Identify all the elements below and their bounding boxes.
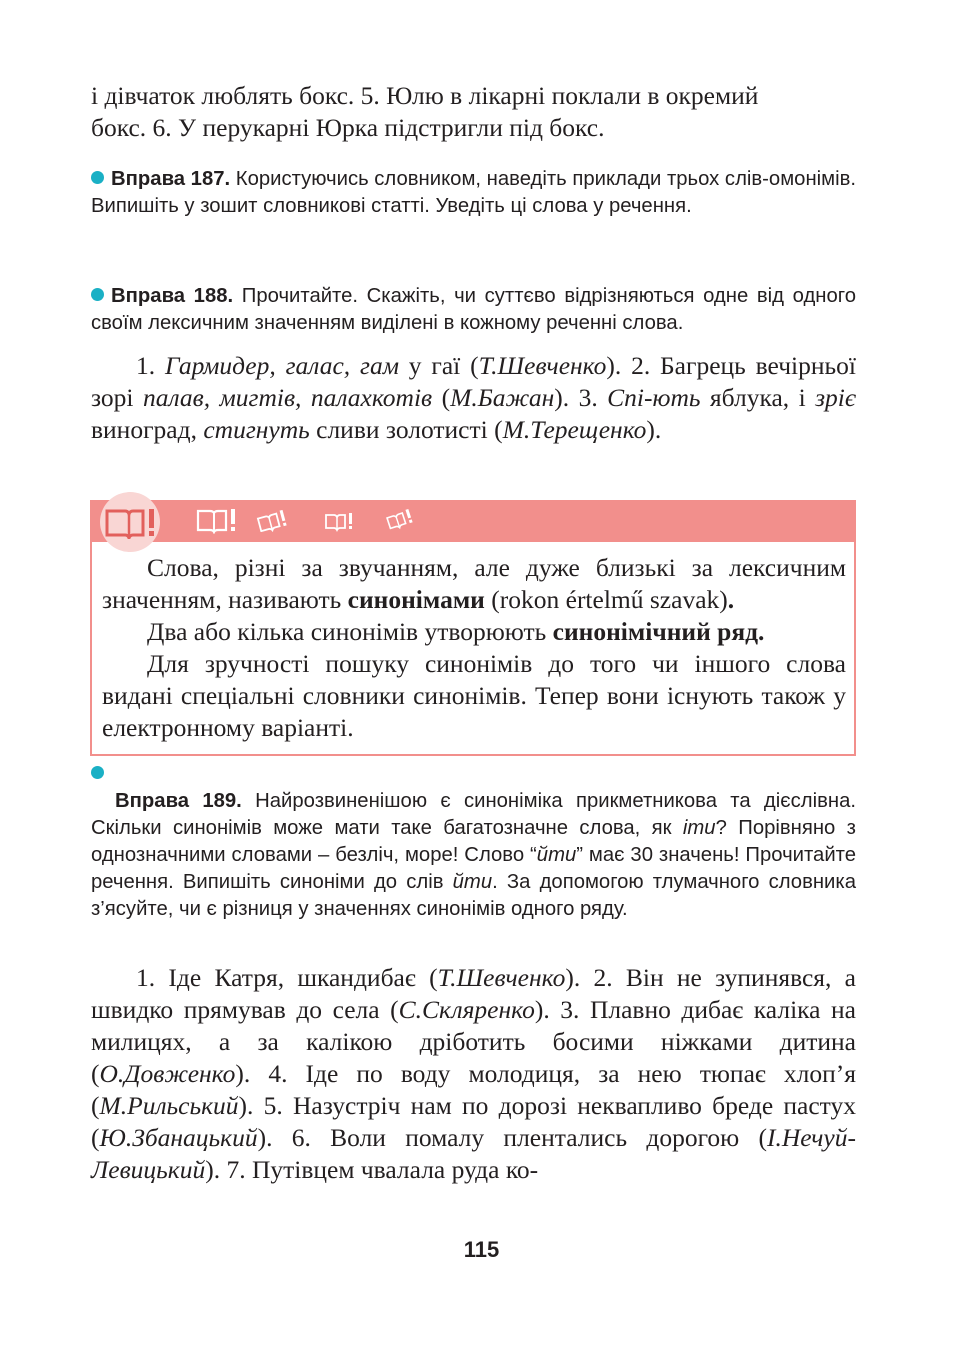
highlighted-words: палав, мигтів, палахкотів	[142, 383, 433, 412]
rule-header-scallop	[92, 536, 854, 548]
highlighted-word: йти	[452, 871, 493, 893]
highlighted-word: йти	[536, 844, 577, 866]
bullet-dot-icon	[91, 766, 104, 779]
rule-text-part: .	[727, 585, 735, 614]
top-line-1: і дівчаток люблять бокс. 5. Юлю в лікарні поклали в окремий	[91, 81, 759, 110]
exercise-189-text: . За допомогою тлумачного словника з’ясуйте, чи є різниця у значеннях синонімів одного ряду.	[91, 871, 856, 920]
exercise-188-text: Прочитайте. Скажіть, чи суттєво відрізняються одне від одного своїм лексичним значенням виділені в кожному реченні слова.	[91, 285, 856, 334]
sentence-text: сливи золотисті (	[309, 415, 503, 444]
sentence-text: ). 3.	[554, 383, 608, 412]
sentence-text: ). 3. Плавно дибає каліка на милицях, а за калікою дріботить босими ніжками дитина (	[91, 995, 856, 1088]
author-name: М.Терещенко	[502, 415, 647, 444]
highlighted-words: Спі-ють	[607, 383, 701, 412]
exercise-189-label: Вправа 189.	[115, 790, 242, 812]
book-exclaim-icon	[103, 505, 159, 539]
book-exclaim-icon	[385, 508, 415, 530]
sentence-text: виноград,	[91, 415, 204, 444]
sentence-text: ). 7. Путівцем чвалала руда ко-	[205, 1155, 539, 1184]
rule-paragraph-2	[102, 616, 846, 648]
highlighted-words: Гармидер, галас, гам	[164, 351, 399, 380]
highlighted-word: іти	[682, 817, 716, 839]
page-number: 115	[463, 1237, 500, 1262]
author-name: Т.Шевченко	[478, 351, 607, 380]
exercise-189	[91, 788, 856, 923]
rule-term: синонімічний ряд.	[552, 617, 765, 646]
sentence-text: 1.	[136, 351, 165, 380]
rule-paragraph-3: Для зручності пошуку синонімів до того чи іншого слова видані спеціальні словники синонімів. Тепер вони існують також у електронному варіанті.	[102, 649, 846, 742]
bullet-dot-icon	[91, 171, 104, 184]
author-name: С.Скляренко	[398, 995, 535, 1024]
rule-paragraph-1	[102, 552, 846, 616]
author-name: Ю.Збанацький	[99, 1123, 258, 1152]
sentence-text: 1. Іде Катря, шкандибає (	[136, 963, 438, 992]
exercise-189-text: ? Порівняно з однозначними словами – безліч, море! Слово “	[91, 817, 856, 866]
exercise-189-text: Найрозвиненішою є синоніміка прикметникова та дієслівна. Скільки синонімів може мати таке багатозначне слова, як	[91, 790, 856, 839]
rule-text-part: Два або кілька синонімів утворюють	[147, 617, 553, 646]
top-line-2: бокс. 6. У перукарні Юрка підстригли під бокс.	[91, 113, 605, 142]
highlighted-words: зріє	[815, 383, 857, 412]
rule-term: синонімами	[347, 585, 485, 614]
book-exclaim-icon	[256, 510, 288, 532]
author-name: О.Довженко	[99, 1059, 236, 1088]
exercise-188-sentences	[91, 350, 856, 446]
exercise-189-sentences	[91, 962, 856, 1186]
book-exclaim-icon	[195, 506, 239, 534]
author-name: М.Рильський	[99, 1091, 239, 1120]
book-exclaim-icon	[323, 510, 355, 532]
bullet-dot-icon	[91, 288, 104, 301]
exercise-187	[91, 166, 856, 220]
exercise-188	[91, 283, 856, 337]
rule-text-part: Слова, різні за звучанням, але дуже близькі за лексичним значенням, називають	[102, 553, 846, 614]
highlighted-words: стигнуть	[203, 415, 310, 444]
exercise-188-label: Вправа 188.	[111, 285, 234, 307]
sentence-text: ). 2. Він не зупинявся, а швидко прямував до села (	[91, 963, 856, 1024]
rule-text	[102, 552, 846, 744]
top-paragraph	[91, 80, 856, 144]
author-name: І.Нечуй-Левицький	[91, 1123, 856, 1184]
sentence-text: ).	[646, 415, 662, 444]
exercise-187-text: Користуючись словником, наведіть приклади трьох слів-омонімів. Випишіть у зошит словникові статті. Уведіть ці слова у речення.	[91, 168, 857, 217]
exercise-187-label: Вправа 187.	[111, 168, 231, 190]
sentence-text: яблука, і	[700, 383, 816, 412]
sentence-text: (	[432, 383, 451, 412]
sentence-text: ). 2. Багрець вечірньої зорі	[91, 351, 856, 412]
rule-text-part: (rokon értelmű szavak)	[484, 585, 728, 614]
sentence-text: ). 5. Назустріч нам по дорозі неквапливо бреде пастух (	[91, 1091, 856, 1152]
author-name: М.Бажан	[450, 383, 555, 412]
sentence-text: ). 6. Воли помалу плентались дорогою (	[257, 1123, 767, 1152]
sentence-text: у гаї (	[398, 351, 479, 380]
exercise-189-text: ” має 30 значень! Прочитайте речення. Випишіть синоніми до слів	[91, 844, 856, 893]
sentence-text: ). 4. Іде по воду молодиця, за нею тюпає хлоп’я (	[91, 1059, 856, 1120]
author-name: Т.Шевченко	[437, 963, 566, 992]
